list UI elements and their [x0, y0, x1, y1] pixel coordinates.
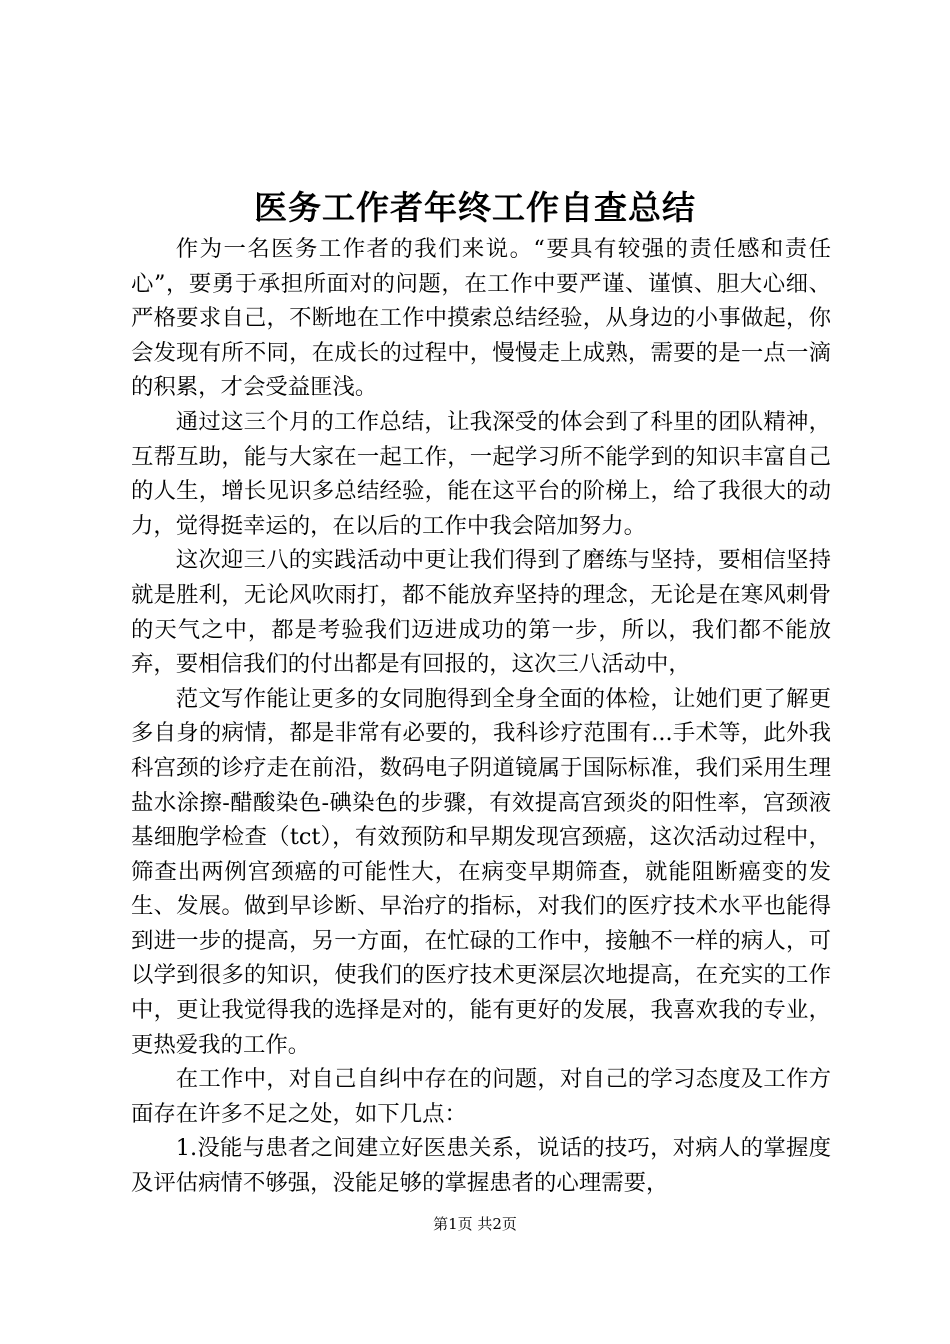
paragraph-2: 通过这三个月的工作总结，让我深受的体会到了科里的团队精神，互帮互助，能与大家在一起工作，一起学习所不能学到的知识丰富自己的人生，增长见识多总结经验，能在这平台的阶梯上，给了我很大的动力，觉得挺幸运的，在以后的工作中我会陪加努力。 [131, 408, 831, 539]
document-body [131, 232, 831, 1201]
page-footer: 第1页 共2页 [433, 1215, 517, 1233]
paragraph-6: 1.没能与患者之间建立好医患关系，说话的技巧，对病人的掌握度及评估病情不够强，没能足够的掌握患者的心理需要， [131, 1135, 831, 1197]
paragraph-1: 作为一名医务工作者的我们来说。“要具有较强的责任感和责任心”，要勇于承担所面对的问题，在工作中要严谨、谨慎、胆大心细、严格要求自己，不断地在工作中摸索总结经验，从身边的小事做起，你会发现有所不同，在成长的过程中，慢慢走上成熟，需要的是一点一滴的积累，才会受益匪浅。 [131, 236, 831, 401]
page-title: 医务工作者年终工作自查总结 [254, 188, 696, 227]
paragraph-4: 范文写作能让更多的女同胞得到全身全面的体检，让她们更了解更多自身的病情，都是非常有必要的，我科诊疗范围有...手术等，此外我科宫颈的诊疗走在前沿，数码电子阴道镜属于国际标准，我们采用生理盐水涂擦-醋酸染色-碘染色的步骤，有效提高宫颈炎的阳性率，宫颈液基细胞学检查（tct），有效预防和早期发现宫颈癌，这次活动过程中，筛查出两例宫颈癌的可能性大，在病变早期筛查，就能阻断癌变的发生、发展。做到早诊断、早治疗的指标，对我们的医疗技术水平也能得到进一步的提高，另一方面，在忙碌的工作中，接触不一样的病人，可以学到很多的知识，使我们的医疗技术更深层次地提高，在充实的工作中，更让我觉得我的选择是对的，能有更好的发展，我喜欢我的专业，更热爱我的工作。 [131, 685, 831, 1058]
paragraph-5: 在工作中，对自己自纠中存在的问题，对自己的学习态度及工作方面存在许多不足之处，如下几点： [131, 1066, 831, 1127]
paragraph-3: 这次迎三八的实践活动中更让我们得到了磨练与坚持，要相信坚持就是胜利，无论风吹雨打，都不能放弃坚持的理念，无论是在寒风刺骨的天气之中，都是考验我们迈进成功的第一步，所以，我们都不能放弃，要相信我们的付出都是有回报的，这次三八活动中， [131, 547, 831, 678]
